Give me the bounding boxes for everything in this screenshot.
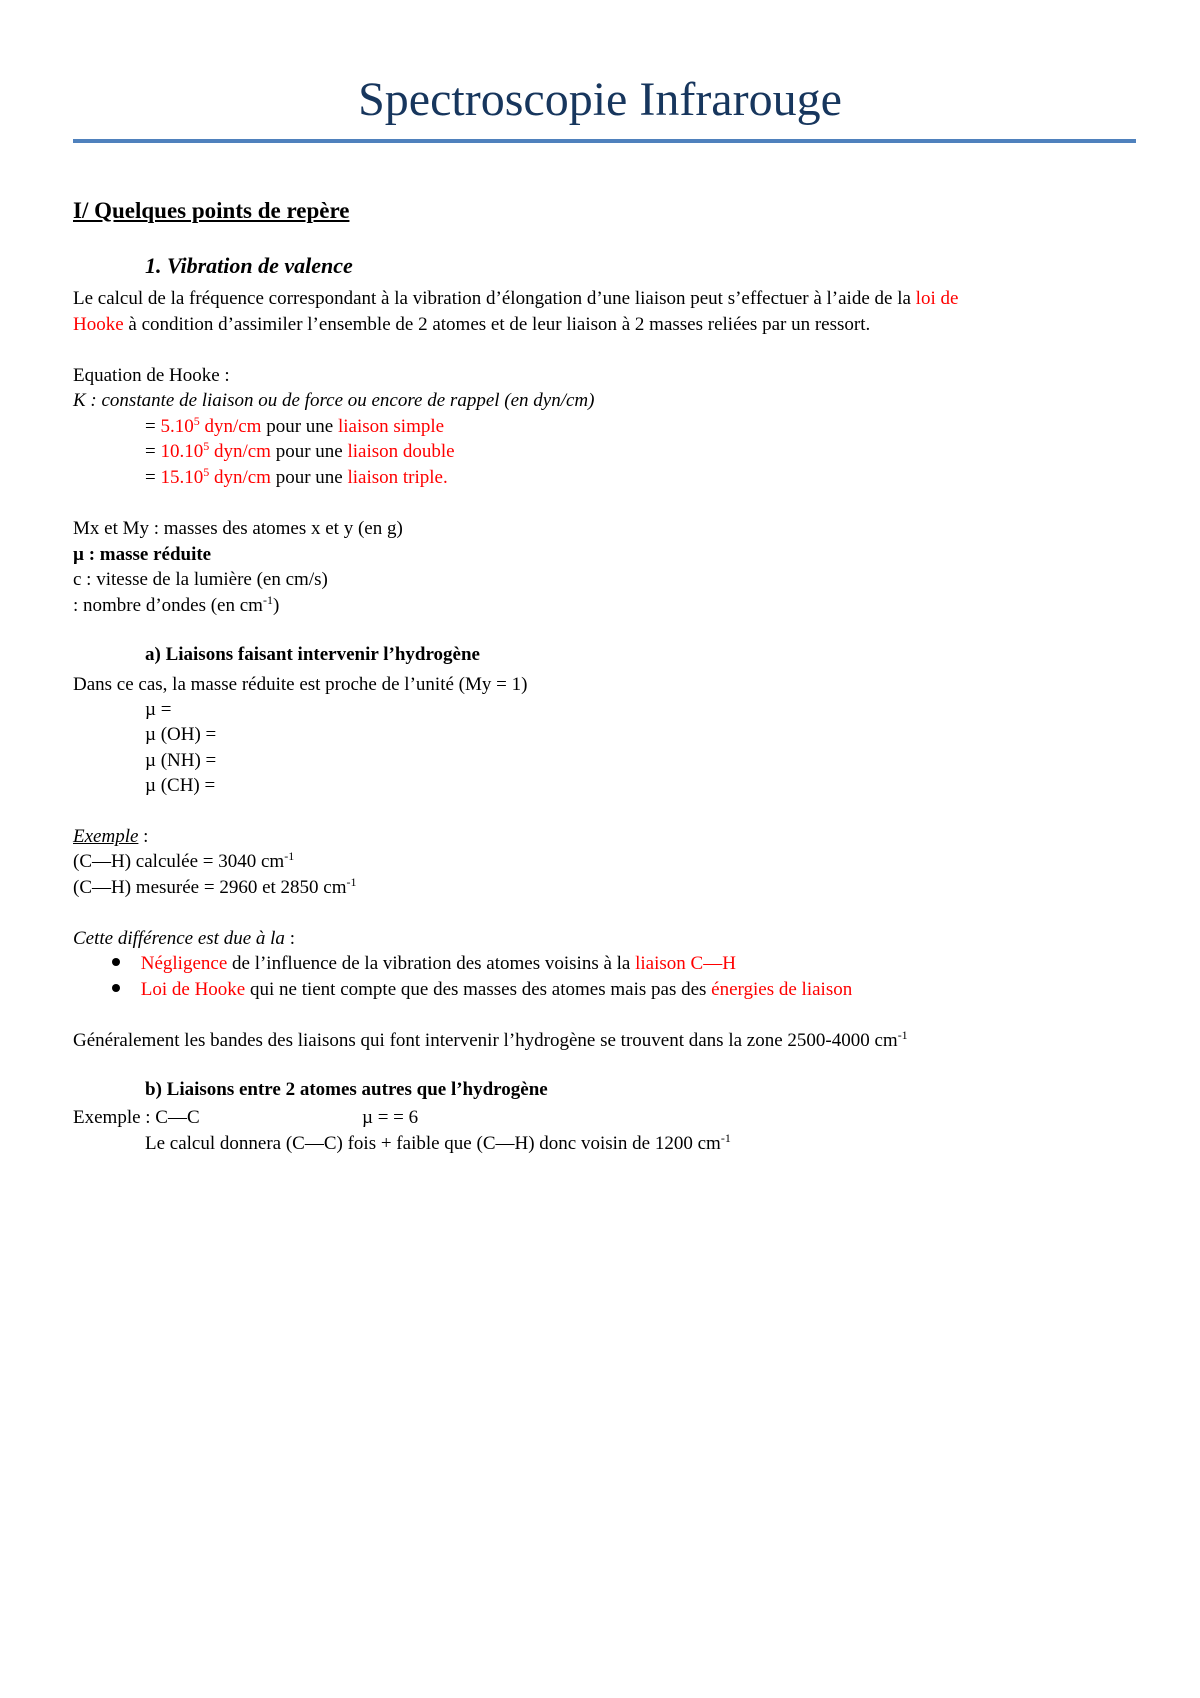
example-label-line	[73, 824, 148, 849]
bullet-highlight-2: énergies de liaison	[711, 979, 853, 1000]
difference-label: Cette différence est due à la	[73, 928, 285, 949]
k-prefix: =	[145, 416, 161, 437]
mu-line: µ (OH) =	[145, 724, 217, 745]
k-definition: K : constante de liaison ou de force ou encore de rappel (en dyn/cm)	[73, 390, 595, 411]
calc-cc-exponent: -1	[720, 1131, 731, 1145]
k-value-simple	[145, 414, 444, 439]
difference-label-line	[73, 926, 295, 951]
nu-exponent: -1	[262, 593, 273, 607]
page-title: Spectroscopie Infrarouge	[358, 73, 842, 126]
calc-text: (C—H) calculée = 3040 cm	[73, 851, 285, 872]
k-value-triple	[145, 465, 448, 490]
bullet-highlight: Négligence	[140, 953, 228, 974]
k-unit: dyn/cm	[199, 416, 262, 437]
calc-cc-line	[145, 1131, 731, 1156]
subsection-heading: 1. Vibration de valence	[145, 253, 353, 278]
k-mid: pour une	[270, 467, 348, 488]
hooke-highlight: Hooke	[73, 314, 124, 335]
section-heading: I/ Quelques points de repère	[73, 198, 350, 223]
bullet-text: qui ne tient compte que des masses des atomes mais pas des	[245, 979, 712, 1000]
reduced-mass-note: Dans ce cas, la masse réduite est proche de l’unité (My = 1)	[73, 674, 528, 695]
intro-line-1	[73, 286, 958, 311]
k-exponent: 5	[203, 465, 210, 479]
bond-type: liaison double	[347, 441, 455, 462]
bullet-item	[112, 951, 736, 976]
calc-exponent: -1	[284, 849, 295, 863]
equation-label: Equation de Hooke :	[73, 365, 230, 386]
k-unit: dyn/cm	[209, 467, 271, 488]
mu-definition: µ : masse réduite	[73, 544, 212, 565]
bullet-highlight-2: liaison C—H	[635, 953, 736, 974]
c-definition: c : vitesse de la lumière (en cm/s)	[73, 569, 328, 590]
nu-end: )	[272, 595, 280, 616]
k-exponent: 5	[193, 414, 200, 428]
bullet-icon	[112, 984, 120, 992]
bullet-item	[112, 977, 852, 1002]
subsection-b-heading: b) Liaisons entre 2 atomes autres que l’hydrogène	[145, 1079, 548, 1100]
mass-definition: Mx et My : masses des atomes x et y (en g)	[73, 518, 403, 539]
nu-definition	[73, 593, 279, 618]
nu-text: : nombre d’ondes (en cm	[73, 595, 263, 616]
intro-line-2	[73, 312, 870, 337]
mu-line: µ (CH) =	[145, 775, 216, 796]
k-prefix: =	[145, 467, 161, 488]
title-underline	[73, 139, 1136, 143]
k-value: 10.10	[160, 441, 204, 462]
calculated-value	[73, 849, 294, 874]
bullet-text: de l’influence de la vibration des atomes voisins à la	[227, 953, 636, 974]
k-value: 15.10	[160, 467, 204, 488]
bond-type: liaison simple	[337, 416, 445, 437]
measured-text: (C—H) mesurée = 2960 et 2850 cm	[73, 877, 347, 898]
general-text: Généralement les bandes des liaisons qui font intervenir l’hydrogène se trouvent dans la zone 2500-4000 cm	[73, 1030, 898, 1051]
mu-line: µ =	[145, 699, 172, 720]
k-mid: pour une	[270, 441, 348, 462]
intro-text-2: à condition d’assimiler l’ensemble de 2 atomes et de leur liaison à 2 masses reliées par un ressort.	[123, 314, 871, 335]
intro-text: Le calcul de la fréquence correspondant à la vibration d’élongation d’une liaison peut s’effectuer à l’aide de la	[73, 288, 916, 309]
example-label: Exemple	[73, 826, 139, 847]
general-exponent: -1	[897, 1028, 908, 1042]
k-prefix: =	[145, 441, 161, 462]
example-cc: Exemple : C—C	[73, 1107, 200, 1128]
calc-cc-text: Le calcul donnera (C—C) fois + faible que (C—H) donc voisin de 1200 cm	[145, 1133, 721, 1154]
hooke-law-highlight: loi de	[915, 288, 959, 309]
k-value-double	[145, 439, 455, 464]
mu-cc-equation: µ = = 6	[362, 1107, 419, 1128]
k-end: .	[443, 467, 448, 488]
bond-type: liaison triple	[347, 467, 443, 488]
general-statement	[73, 1028, 908, 1053]
measured-exponent: -1	[346, 875, 357, 889]
difference-colon: :	[284, 928, 295, 949]
mu-line: µ (NH) =	[145, 750, 217, 771]
k-value: 5.10	[160, 416, 194, 437]
bullet-highlight: Loi de Hooke	[140, 979, 246, 1000]
k-mid: pour une	[261, 416, 338, 437]
k-exponent: 5	[203, 439, 210, 453]
bullet-icon	[112, 958, 120, 966]
subsection-a-heading: a) Liaisons faisant intervenir l’hydrogène	[145, 644, 480, 665]
measured-value	[73, 875, 357, 900]
example-colon: :	[138, 826, 149, 847]
k-unit: dyn/cm	[209, 441, 271, 462]
